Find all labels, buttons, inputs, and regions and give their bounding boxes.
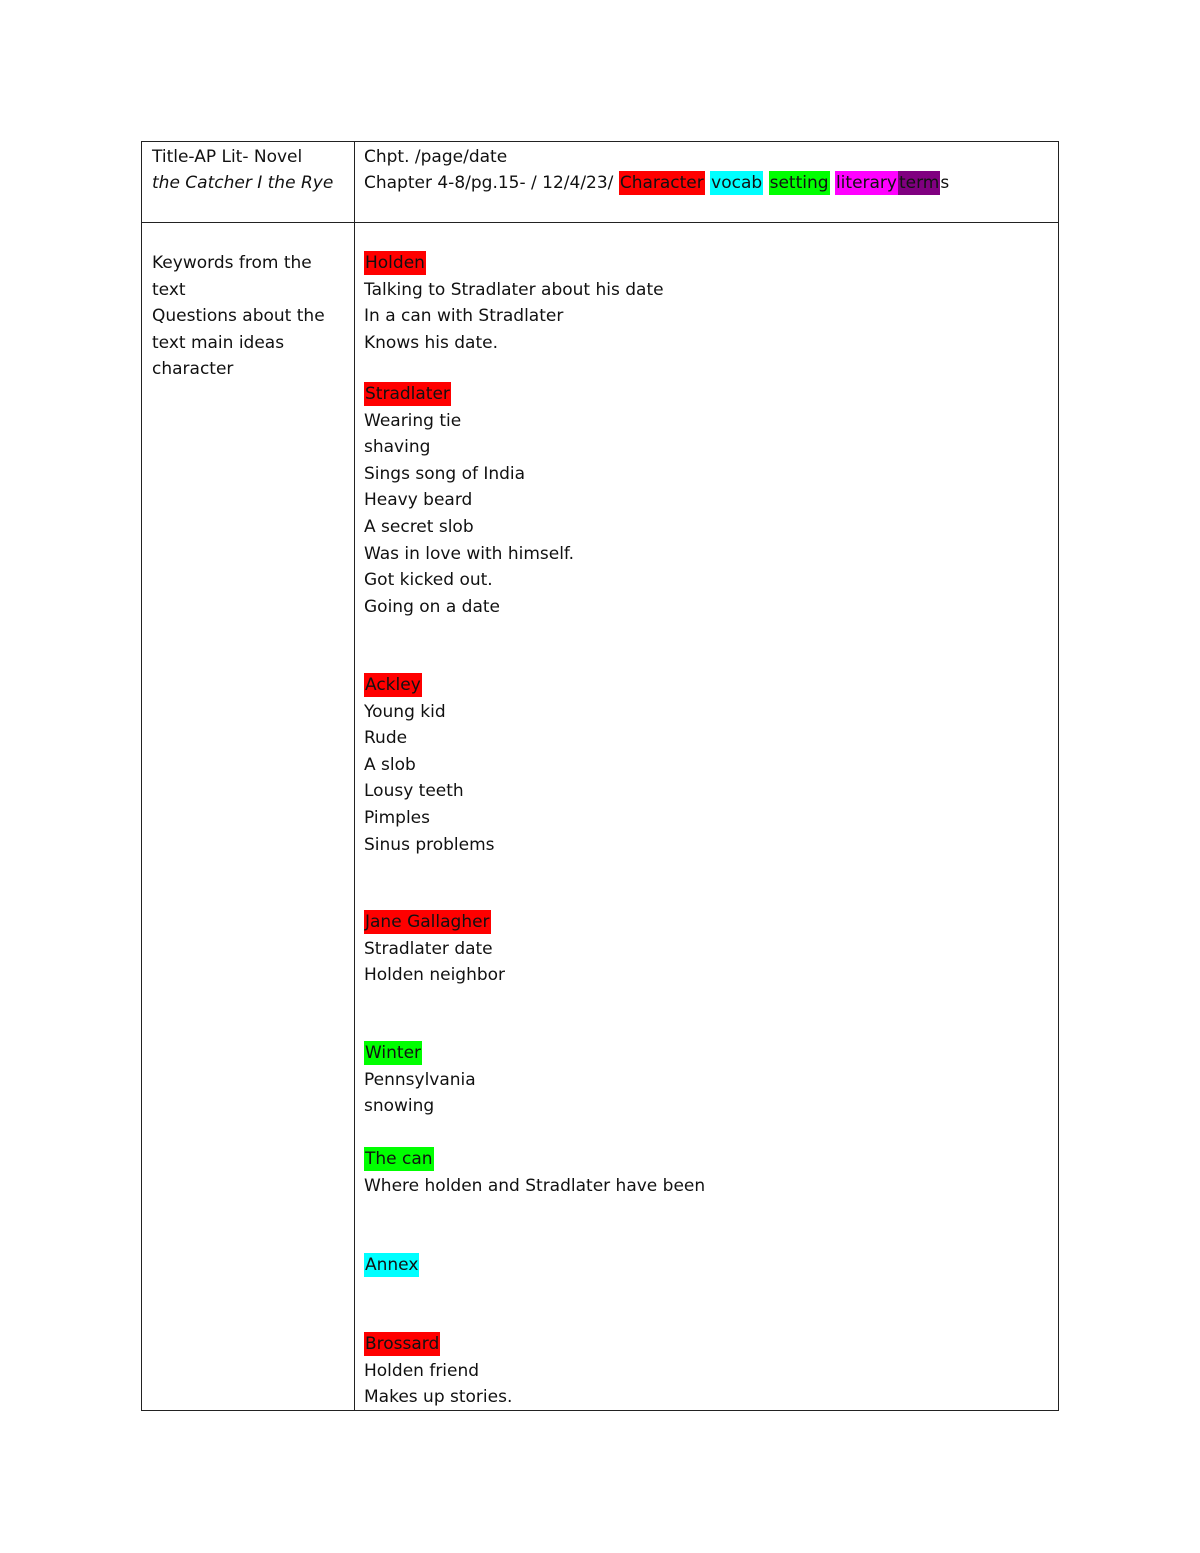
legend-literary: literary: [835, 173, 897, 193]
book-title: the Catcher I the Rye: [152, 173, 334, 193]
entry-note: In a can with Stradlater: [364, 306, 564, 327]
left-line: character: [152, 359, 234, 380]
entry-note: Lousy teeth: [364, 781, 464, 802]
chapter-label: Chpt. /page/date: [364, 147, 508, 167]
entry-note: Holden friend: [364, 1360, 480, 1381]
left-line: Questions about the: [152, 306, 325, 327]
entry-winter: [364, 1040, 476, 1120]
entry-ackley: [364, 672, 495, 858]
left-column-notes: [152, 250, 325, 383]
entry-heading: Ackley: [365, 675, 421, 695]
legend-term-suffix: s: [940, 173, 950, 193]
entry-note: Heavy beard: [364, 490, 473, 511]
legend-vocab: vocab: [711, 173, 763, 193]
entry-note: Rude: [364, 728, 408, 749]
entry-note: Going on a date: [364, 596, 500, 617]
entry-note: Pennsylvania: [364, 1069, 476, 1090]
entry-note: Was in love with himself.: [364, 543, 575, 564]
entry-note: shaving: [364, 437, 431, 458]
entry-note: Knows his date.: [364, 332, 498, 353]
left-line: text main ideas: [152, 332, 285, 353]
entry-note: Sings song of India: [364, 463, 526, 484]
left-line: Keywords from the: [152, 253, 312, 273]
entry-note: Got kicked out.: [364, 570, 493, 591]
chapter-info-line: [364, 172, 949, 194]
legend-character: Character: [619, 173, 704, 193]
entry-annex: [364, 1252, 419, 1279]
entry-heading: Brossard: [365, 1334, 440, 1354]
entry-heading: The can: [365, 1149, 433, 1169]
entry-heading: Winter: [365, 1043, 422, 1063]
entry-note: A slob: [364, 754, 416, 775]
entry-jane-gallagher: [364, 909, 505, 989]
title-line: Title-AP Lit- Novel: [152, 147, 303, 167]
entry-note: Young kid: [364, 701, 446, 722]
entry-brossard: [364, 1331, 512, 1411]
left-line: text: [152, 279, 186, 300]
entry-holden: [364, 250, 664, 356]
entry-note: Stradlater date: [364, 938, 493, 959]
row-divider: [142, 222, 1058, 223]
column-divider: [354, 142, 355, 1410]
entry-note: Pimples: [364, 807, 430, 828]
entry-stradlater: [364, 381, 574, 620]
entry-heading: Annex: [365, 1255, 419, 1275]
entry-note: Sinus problems: [364, 834, 495, 855]
entry-heading: Stradlater: [365, 384, 450, 404]
legend-term: term: [898, 173, 940, 193]
entry-note: snowing: [364, 1096, 435, 1117]
entry-the-can: [364, 1146, 705, 1199]
entry-heading: Holden: [365, 253, 425, 273]
entry-note: Wearing tie: [364, 410, 462, 431]
entry-note: Where holden and Stradlater have been: [364, 1175, 706, 1196]
legend-setting: setting: [769, 173, 829, 193]
entry-note: Makes up stories.: [364, 1387, 513, 1408]
chapter-info: Chapter 4-8/pg.15- / 12/4/23/: [364, 173, 614, 193]
entry-note: Holden neighbor: [364, 965, 506, 986]
entry-note: A secret slob: [364, 516, 474, 537]
entry-heading: Jane Gallagher: [365, 912, 490, 932]
entry-note: Talking to Stradlater about his date: [364, 279, 664, 300]
